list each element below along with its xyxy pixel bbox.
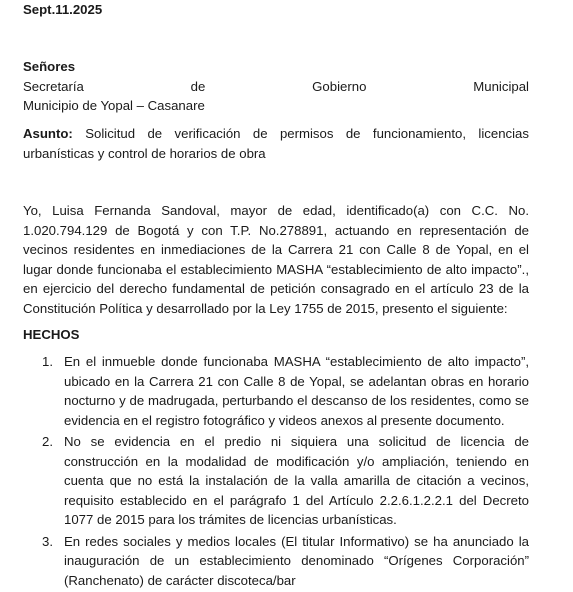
fact-text: En redes sociales y medios locales (El titular Informativo) se ha anunciado la inauguración de un establecimiento denominado “Orígenes Corporación” (Ranchenato) de carácter discoteca/bar: [64, 533, 529, 588]
intro-paragraph: Yo, Luisa Fernanda Sandoval, mayor de edad, identificado(a) con C.C. No. 1.020.794.129 de Bogotá y con T.P. No.278891, actuando en representación de vecinos residentes en inmediaciones de la Carrera 21 con Calle 8 de Yopal, en el lugar donde funcionaba el establecimiento MASHA “establecimiento de alto impacto”., en ejercicio del derecho fundamental de petición consagrado en el artículo 23 de la Constitución Política y desarrollado por la Ley 1755 de 2015, presento el siguiente:: [23, 203, 529, 316]
fact-text: No se evidencia en el predio ni siquiera una solicitud de licencia de construcción en la modalidad de modificación y/o ampliación, teniendo en cuenta que no está la instalación de la valla amarilla de citación a vecinos, requisito establecido en el parágrafo 1 del Artículo 2.2.6.1.2.2.1 del Decreto 1077 de 2015 para los trámites de licencias urbanísticas.: [64, 434, 529, 527]
recipient-word: Secretaría: [23, 78, 84, 94]
recipient-word: Gobierno: [312, 78, 367, 94]
recipient-block: [23, 57, 529, 116]
facts-list: [23, 352, 529, 592]
recipient-salutation: Señores: [23, 59, 76, 74]
fact-number: 1.: [42, 354, 53, 369]
fact-item: [23, 432, 529, 530]
recipient-word: de: [190, 78, 206, 94]
recipient-line-1: [23, 77, 529, 97]
facts-heading: HECHOS: [23, 327, 80, 342]
subject-text: Solicitud de verificación de permisos de funcionamiento, licencias urbanísticas y control de horarios de obra: [23, 126, 529, 161]
subject-label: Asunto:: [23, 126, 73, 141]
fact-number: 2.: [42, 434, 53, 449]
fact-item: [23, 532, 529, 591]
subject-paragraph: [23, 124, 529, 163]
recipient-word: Municipal: [473, 78, 529, 94]
letter-date: Sept.11.2025: [23, 2, 103, 17]
fact-text: En el inmueble donde funcionaba MASHA “establecimiento de alto impacto”, ubicado en la Carrera 21 con Calle 8 de Yopal, se adelantan obras en horario nocturno y de madrugada, perturbando el descanso de los residentes, como se evidencia en el registro fotográfico y videos anexos al presente documento.: [64, 354, 529, 428]
fact-item: [23, 352, 529, 430]
recipient-line-2: Municipio de Yopal – Casanare: [23, 98, 205, 113]
fact-number: 3.: [42, 533, 53, 549]
